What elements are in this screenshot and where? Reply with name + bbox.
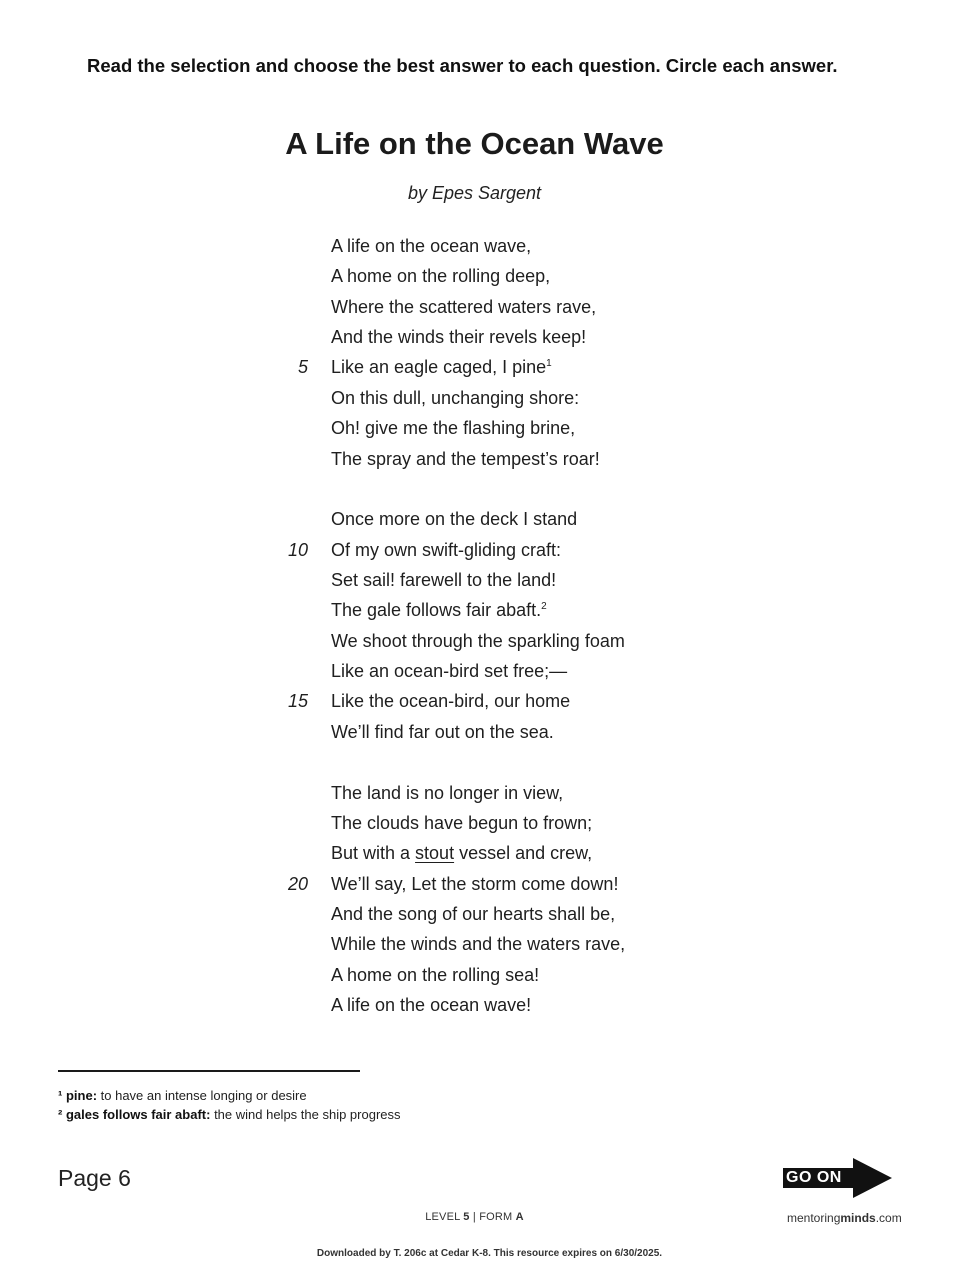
poem-line: Where the scattered waters rave,: [331, 297, 597, 317]
footnote-text: to have an intense longing or desire: [97, 1088, 307, 1103]
line-number: 10: [287, 540, 308, 560]
brand-part: .com: [875, 1211, 902, 1225]
arrow-right-icon: [853, 1158, 892, 1198]
poem-line-text: vessel and crew,: [454, 843, 593, 863]
footnote-mark: ²: [58, 1107, 63, 1122]
poem-line-text: But with a: [331, 843, 416, 863]
poem-line: While the winds and the waters rave,: [331, 934, 626, 954]
poem-line: Set sail! farewell to the land!: [331, 570, 557, 590]
poem-line: A home on the rolling deep,: [331, 266, 551, 286]
line-number: 20: [287, 874, 308, 894]
brand-part: mentoring: [787, 1211, 841, 1225]
brand-part-bold: minds: [840, 1211, 876, 1225]
poem-line: Once more on the deck I stand: [331, 509, 578, 529]
poem-line: A life on the ocean wave!: [331, 995, 532, 1015]
poem-line: On this dull, unchanging shore:: [331, 388, 580, 408]
footnote-mark: ¹: [58, 1088, 63, 1103]
poem-line: The land is no longer in view,: [331, 783, 564, 803]
download-notice: Downloaded by T. 206c at Cedar K-8. This resource expires on 6/30/2025.: [316, 1248, 663, 1259]
poem-line: A home on the rolling sea!: [331, 965, 540, 985]
form-letter: A: [515, 1211, 524, 1223]
footnote-2: [58, 1107, 401, 1122]
poem-line: [331, 843, 592, 864]
poem-line-text: Like an eagle caged, I pine: [331, 357, 547, 377]
page-number: Page 6: [58, 1165, 131, 1191]
line-number: 15: [287, 691, 308, 711]
poem-line: A life on the ocean wave,: [331, 236, 532, 256]
poem-line: Oh! give me the flashing brine,: [331, 418, 576, 438]
poem-line: The clouds have begun to frown;: [331, 813, 593, 833]
footnote-term: pine:: [65, 1088, 98, 1103]
poem-line: [331, 600, 547, 621]
level-number: 5: [463, 1211, 470, 1223]
poem-line: We shoot through the sparkling foam: [331, 631, 625, 651]
poem-line: And the winds their revels keep!: [331, 327, 587, 347]
poem-line: Like the ocean-bird, our home: [331, 691, 571, 711]
poem-author: by Epes Sargent: [407, 183, 542, 203]
go-on-label: GO ON: [786, 1169, 842, 1186]
poem-line: We’ll say, Let the storm come down!: [331, 874, 619, 894]
go-on-badge: [783, 1158, 893, 1198]
footnote-marker: 2: [541, 601, 547, 612]
underlined-word: stout: [415, 843, 455, 863]
brand-url: [787, 1211, 902, 1225]
level-label: LEVEL: [425, 1211, 464, 1223]
poem-line: The spray and the tempest’s roar!: [331, 449, 600, 469]
footnote-text: the wind helps the ship progress: [210, 1107, 401, 1122]
footnote-1: [58, 1088, 307, 1103]
poem-line-text: The gale follows fair abaft.: [331, 600, 542, 620]
footnote-term: gales follows fair abaft:: [65, 1107, 211, 1122]
poem-title: A Life on the Ocean Wave: [285, 126, 664, 161]
poem-line: [331, 357, 552, 378]
poem-line: Of my own swift-gliding craft:: [331, 540, 562, 560]
line-number: 5: [297, 357, 308, 377]
footnote-divider: [58, 1070, 360, 1072]
poem-line: Like an ocean-bird set free;—: [331, 661, 568, 681]
poem-line: We’ll find far out on the sea.: [331, 722, 554, 742]
poem-line: And the song of our hearts shall be,: [331, 904, 616, 924]
footnote-marker: 1: [546, 358, 552, 369]
instructions: Read the selection and choose the best answer to each question. Circle each answer.: [87, 55, 838, 76]
form-label: | FORM: [469, 1211, 516, 1223]
